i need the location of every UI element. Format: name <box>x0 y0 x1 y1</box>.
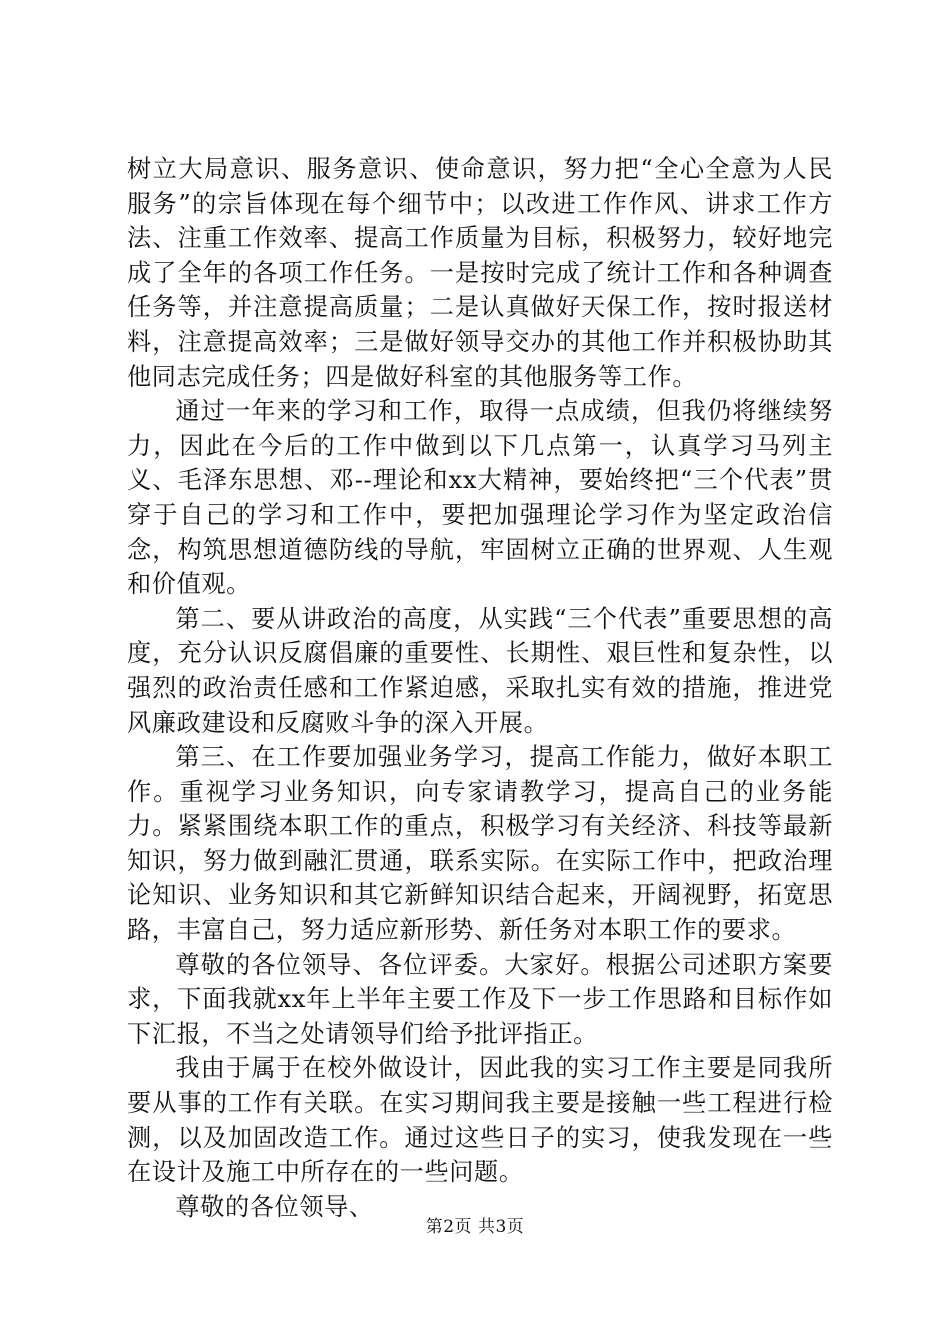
document-body <box>127 152 833 1224</box>
paragraph-1: 树立大局意识、服务意识、使命意识，努力把“全心全意为人民服务”的宗旨体现在每个细节中；以改进工作作风、讲求工作方法、注重工作效率、提高工作质量为目标，积极努力，较好地完成了全年的各项工作任务。一是按时完成了统计工作和各种调查任务等，并注意提高质量；二是认真做好天保工作，按时报送材料，注意提高效率；三是做好领导交办的其他工作并积极协助其他同志完成任务；四是做好科室的其他服务等工作。 <box>127 155 833 391</box>
paragraph-6: 我由于属于在校外做设计，因此我的实习工作主要是同我所要从事的工作有关联。在实习期间我主要是接触一些工程进行检测，以及加固改造工作。通过这些日子的实习，使我发现在一些在设计及施工中所存在的一些问题。 <box>127 1054 833 1187</box>
paragraph-7: 尊敬的各位领导、 <box>175 1192 374 1221</box>
page-number-footer: 第2页 共3页 <box>425 1217 525 1237</box>
paragraph-4: 第三、在工作要加强业务学习，提高工作能力，做好本职工作。重视学习业务知识，向专家请教学习，提高自己的业务能力。紧紧围绕本职工作的重点，积极学习有关经济、科技等最新知识，努力做到融汇贯通，联系实际。在实际工作中，把政治理论知识、业务知识和其它新鲜知识结合起来，开阔视野，拓宽思路，丰富自己，努力适应新形势、新任务对本职工作的要求。 <box>127 743 833 945</box>
paragraph-2: 通过一年来的学习和工作，取得一点成绩，但我仍将继续努力，因此在今后的工作中做到以下几点第一，认真学习马列主义、毛泽东思想、邓--理论和xx大精神，要始终把“三个代表”贯穿于自己的学习和工作中，要把加强理论学习作为坚定政治信念，构筑思想道德防线的导航，牢固树立正确的世界观、人生观和价值观。 <box>127 397 833 599</box>
paragraph-3: 第二、要从讲政治的高度，从实践“三个代表”重要思想的高度，充分认识反腐倡廉的重要性、长期性、艰巨性和复杂性，以强烈的政治责任感和工作紧迫感，采取扎实有效的措施，推进党风廉政建设和反腐败斗争的深入开展。 <box>127 604 833 737</box>
paragraph-5: 尊敬的各位领导、各位评委。大家好。根据公司述职方案要求，下面我就xx年上半年主要工作及下一步工作思路和目标作如下汇报，不当之处请领导们给予批评指正。 <box>127 950 833 1048</box>
